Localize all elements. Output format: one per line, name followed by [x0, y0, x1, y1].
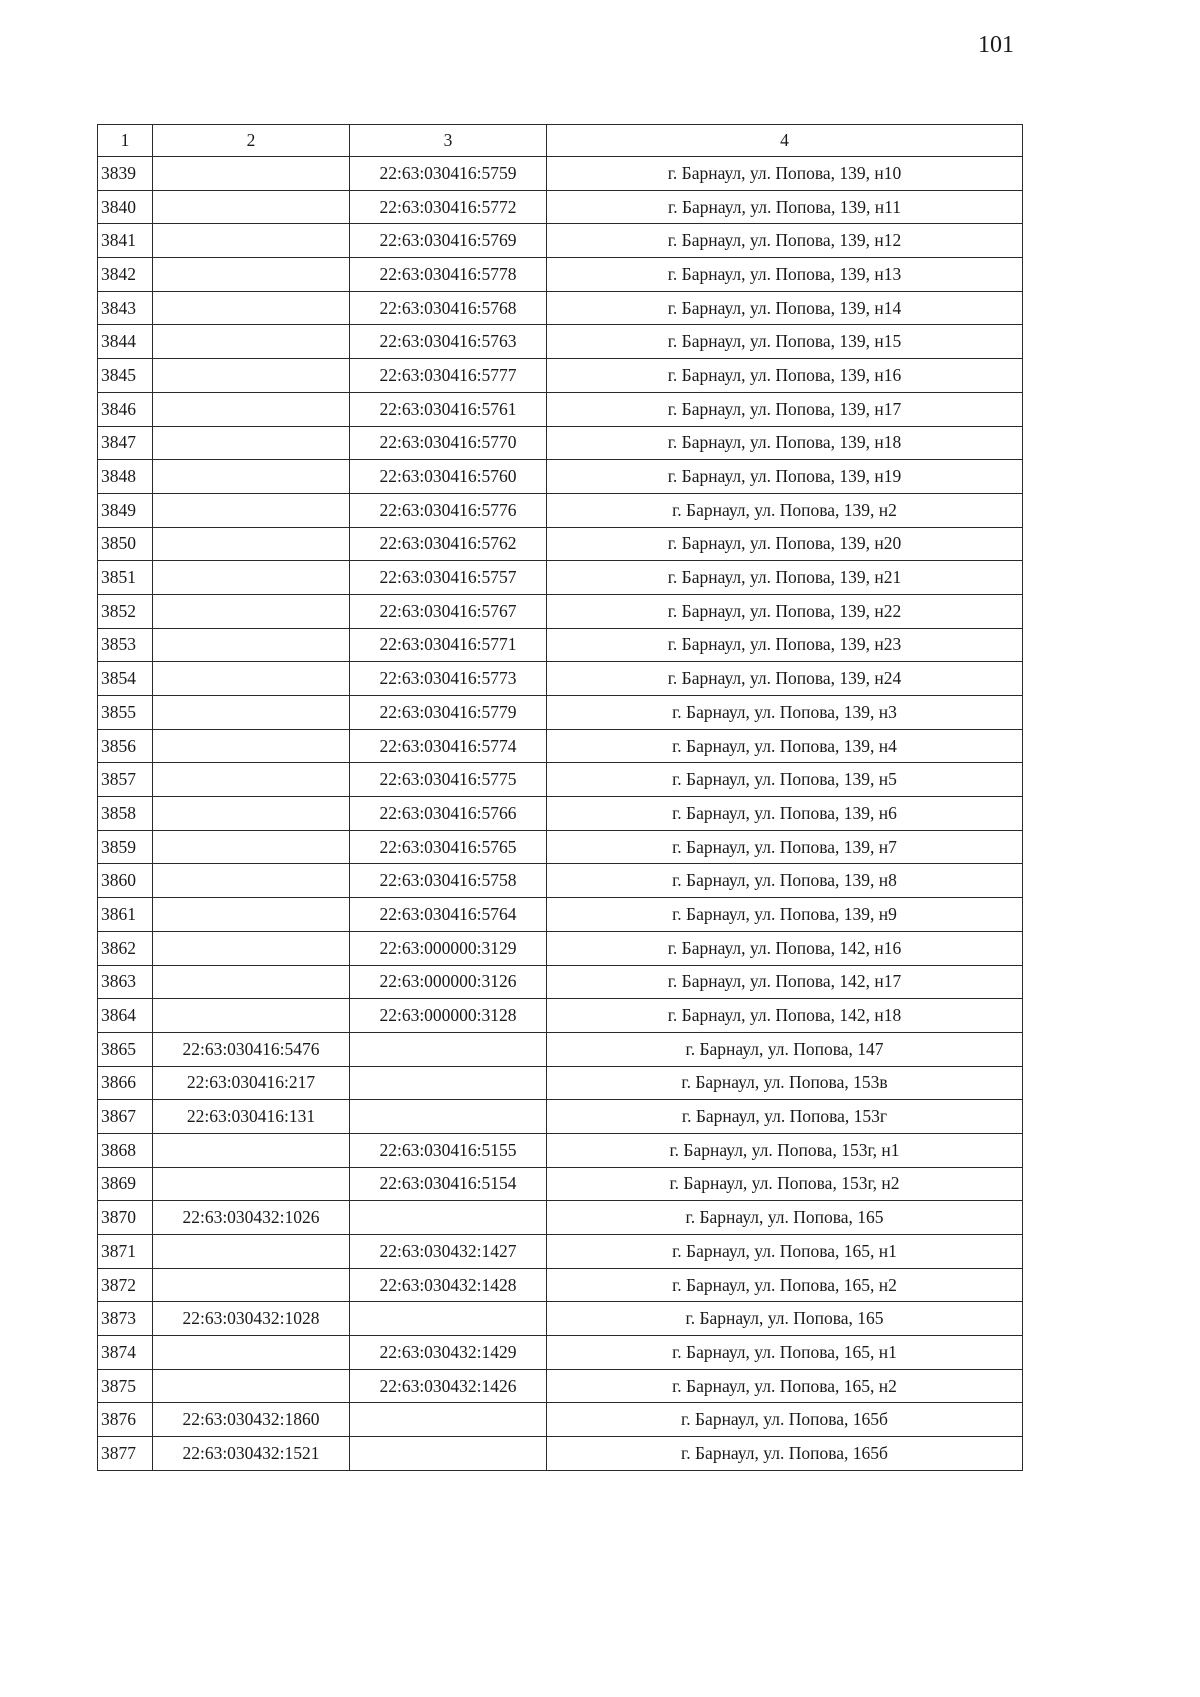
table-row [98, 898, 1023, 932]
address-cell: г. Барнаул, ул. Попова, 153г, н2 [547, 1167, 1023, 1201]
table-row [98, 797, 1023, 831]
premises-cadastral-number-cell: 22:63:030416:5777 [350, 359, 547, 393]
row-number-cell: 3861 [98, 898, 153, 932]
premises-cadastral-number-cell: 22:63:000000:3129 [350, 931, 547, 965]
land-cadastral-number-cell [153, 965, 350, 999]
address-cell: г. Барнаул, ул. Попова, 147 [547, 1032, 1023, 1066]
row-number-cell: 3853 [98, 628, 153, 662]
premises-cadastral-number-cell: 22:63:030416:5773 [350, 662, 547, 696]
column-header-2: 2 [153, 125, 350, 157]
row-number-cell: 3869 [98, 1167, 153, 1201]
row-number-cell: 3843 [98, 291, 153, 325]
premises-cadastral-number-cell: 22:63:030416:5769 [350, 224, 547, 258]
table-row [98, 999, 1023, 1033]
row-number-cell: 3875 [98, 1369, 153, 1403]
address-cell: г. Барнаул, ул. Попова, 165, н1 [547, 1235, 1023, 1269]
address-cell: г. Барнаул, ул. Попова, 142, н17 [547, 965, 1023, 999]
row-number-cell: 3844 [98, 325, 153, 359]
page-number: 101 [978, 32, 1014, 58]
premises-cadastral-number-cell: 22:63:030416:5759 [350, 157, 547, 191]
table-row [98, 224, 1023, 258]
land-cadastral-number-cell [153, 628, 350, 662]
address-cell: г. Барнаул, ул. Попова, 165, н2 [547, 1369, 1023, 1403]
row-number-cell: 3866 [98, 1066, 153, 1100]
table-row [98, 157, 1023, 191]
table-row [98, 1268, 1023, 1302]
row-number-cell: 3841 [98, 224, 153, 258]
table-row [98, 965, 1023, 999]
land-cadastral-number-cell [153, 224, 350, 258]
row-number-cell: 3858 [98, 797, 153, 831]
address-cell: г. Барнаул, ул. Попова, 139, н10 [547, 157, 1023, 191]
address-cell: г. Барнаул, ул. Попова, 139, н20 [547, 527, 1023, 561]
land-cadastral-number-cell [153, 392, 350, 426]
land-cadastral-number-cell: 22:63:030432:1860 [153, 1403, 350, 1437]
row-number-cell: 3857 [98, 763, 153, 797]
premises-cadastral-number-cell: 22:63:030416:5775 [350, 763, 547, 797]
address-cell: г. Барнаул, ул. Попова, 153г [547, 1100, 1023, 1134]
premises-cadastral-number-cell: 22:63:000000:3128 [350, 999, 547, 1033]
premises-cadastral-number-cell: 22:63:030416:5758 [350, 864, 547, 898]
table-row [98, 1437, 1023, 1471]
header-row [98, 125, 1023, 157]
land-cadastral-number-cell [153, 696, 350, 730]
address-cell: г. Барнаул, ул. Попова, 139, н19 [547, 460, 1023, 494]
row-number-cell: 3872 [98, 1268, 153, 1302]
table-row [98, 763, 1023, 797]
premises-cadastral-number-cell: 22:63:030416:5776 [350, 493, 547, 527]
premises-cadastral-number-cell [350, 1066, 547, 1100]
table-row [98, 931, 1023, 965]
premises-cadastral-number-cell: 22:63:030416:5763 [350, 325, 547, 359]
row-number-cell: 3863 [98, 965, 153, 999]
address-cell: г. Барнаул, ул. Попова, 165, н1 [547, 1336, 1023, 1370]
address-cell: г. Барнаул, ул. Попова, 139, н17 [547, 392, 1023, 426]
row-number-cell: 3839 [98, 157, 153, 191]
address-cell: г. Барнаул, ул. Попова, 139, н7 [547, 830, 1023, 864]
table-row [98, 1369, 1023, 1403]
premises-cadastral-number-cell: 22:63:030416:5778 [350, 258, 547, 292]
table-row [98, 1235, 1023, 1269]
land-cadastral-number-cell [153, 1235, 350, 1269]
land-cadastral-number-cell [153, 763, 350, 797]
premises-cadastral-number-cell: 22:63:030416:5779 [350, 696, 547, 730]
address-cell: г. Барнаул, ул. Попова, 139, н11 [547, 190, 1023, 224]
premises-cadastral-number-cell: 22:63:030416:5762 [350, 527, 547, 561]
premises-cadastral-number-cell: 22:63:030432:1428 [350, 1268, 547, 1302]
row-number-cell: 3840 [98, 190, 153, 224]
premises-cadastral-number-cell: 22:63:030416:5760 [350, 460, 547, 494]
land-cadastral-number-cell [153, 594, 350, 628]
table-row [98, 1133, 1023, 1167]
address-cell: г. Барнаул, ул. Попова, 139, н12 [547, 224, 1023, 258]
address-cell: г. Барнаул, ул. Попова, 165 [547, 1302, 1023, 1336]
table-row [98, 325, 1023, 359]
premises-cadastral-number-cell [350, 1032, 547, 1066]
land-cadastral-number-cell [153, 662, 350, 696]
land-cadastral-number-cell [153, 1369, 350, 1403]
address-cell: г. Барнаул, ул. Попова, 139, н8 [547, 864, 1023, 898]
address-cell: г. Барнаул, ул. Попова, 153г, н1 [547, 1133, 1023, 1167]
land-cadastral-number-cell [153, 460, 350, 494]
land-cadastral-number-cell: 22:63:030432:1028 [153, 1302, 350, 1336]
row-number-cell: 3877 [98, 1437, 153, 1471]
address-cell: г. Барнаул, ул. Попова, 165б [547, 1437, 1023, 1471]
land-cadastral-number-cell [153, 999, 350, 1033]
land-cadastral-number-cell [153, 190, 350, 224]
premises-cadastral-number-cell: 22:63:030416:5766 [350, 797, 547, 831]
address-cell: г. Барнаул, ул. Попова, 165б [547, 1403, 1023, 1437]
table-row [98, 1066, 1023, 1100]
premises-cadastral-number-cell [350, 1302, 547, 1336]
land-cadastral-number-cell [153, 258, 350, 292]
premises-cadastral-number-cell: 22:63:030416:5770 [350, 426, 547, 460]
row-number-cell: 3868 [98, 1133, 153, 1167]
land-cadastral-number-cell [153, 561, 350, 595]
row-number-cell: 3860 [98, 864, 153, 898]
land-cadastral-number-cell: 22:63:030416:217 [153, 1066, 350, 1100]
premises-cadastral-number-cell: 22:63:030432:1426 [350, 1369, 547, 1403]
table-row [98, 460, 1023, 494]
address-cell: г. Барнаул, ул. Попова, 139, н21 [547, 561, 1023, 595]
table-row [98, 830, 1023, 864]
table-row [98, 190, 1023, 224]
premises-cadastral-number-cell: 22:63:030416:5771 [350, 628, 547, 662]
address-cell: г. Барнаул, ул. Попова, 139, н18 [547, 426, 1023, 460]
land-cadastral-number-cell [153, 291, 350, 325]
table-row [98, 527, 1023, 561]
table-row [98, 258, 1023, 292]
table-row [98, 696, 1023, 730]
premises-cadastral-number-cell: 22:63:000000:3126 [350, 965, 547, 999]
address-cell: г. Барнаул, ул. Попова, 142, н16 [547, 931, 1023, 965]
table-row [98, 359, 1023, 393]
land-cadastral-number-cell [153, 493, 350, 527]
address-cell: г. Барнаул, ул. Попова, 139, н9 [547, 898, 1023, 932]
land-cadastral-number-cell: 22:63:030416:5476 [153, 1032, 350, 1066]
register-table [97, 124, 1023, 1471]
table-row [98, 426, 1023, 460]
row-number-cell: 3859 [98, 830, 153, 864]
premises-cadastral-number-cell: 22:63:030416:5757 [350, 561, 547, 595]
table-row [98, 1201, 1023, 1235]
row-number-cell: 3856 [98, 729, 153, 763]
address-cell: г. Барнаул, ул. Попова, 142, н18 [547, 999, 1023, 1033]
address-cell: г. Барнаул, ул. Попова, 139, н13 [547, 258, 1023, 292]
table-row [98, 1302, 1023, 1336]
table-row [98, 392, 1023, 426]
address-cell: г. Барнаул, ул. Попова, 153в [547, 1066, 1023, 1100]
address-cell: г. Барнаул, ул. Попова, 139, н14 [547, 291, 1023, 325]
premises-cadastral-number-cell: 22:63:030432:1427 [350, 1235, 547, 1269]
table-row [98, 594, 1023, 628]
land-cadastral-number-cell: 22:63:030432:1026 [153, 1201, 350, 1235]
premises-cadastral-number-cell [350, 1201, 547, 1235]
premises-cadastral-number-cell: 22:63:030416:5764 [350, 898, 547, 932]
row-number-cell: 3855 [98, 696, 153, 730]
premises-cadastral-number-cell [350, 1403, 547, 1437]
row-number-cell: 3849 [98, 493, 153, 527]
table-row [98, 1100, 1023, 1134]
row-number-cell: 3876 [98, 1403, 153, 1437]
row-number-cell: 3870 [98, 1201, 153, 1235]
land-cadastral-number-cell [153, 931, 350, 965]
table-row [98, 1167, 1023, 1201]
table-row [98, 493, 1023, 527]
premises-cadastral-number-cell: 22:63:030416:5761 [350, 392, 547, 426]
land-cadastral-number-cell [153, 830, 350, 864]
land-cadastral-number-cell [153, 359, 350, 393]
premises-cadastral-number-cell: 22:63:030416:5154 [350, 1167, 547, 1201]
land-cadastral-number-cell [153, 1167, 350, 1201]
column-header-1: 1 [98, 125, 153, 157]
row-number-cell: 3851 [98, 561, 153, 595]
row-number-cell: 3874 [98, 1336, 153, 1370]
address-cell: г. Барнаул, ул. Попова, 165 [547, 1201, 1023, 1235]
row-number-cell: 3848 [98, 460, 153, 494]
premises-cadastral-number-cell: 22:63:030416:5768 [350, 291, 547, 325]
address-cell: г. Барнаул, ул. Попова, 139, н2 [547, 493, 1023, 527]
column-header-3: 3 [350, 125, 547, 157]
address-cell: г. Барнаул, ул. Попова, 165, н2 [547, 1268, 1023, 1302]
table-row [98, 1403, 1023, 1437]
row-number-cell: 3852 [98, 594, 153, 628]
land-cadastral-number-cell [153, 797, 350, 831]
row-number-cell: 3873 [98, 1302, 153, 1336]
column-header-4: 4 [547, 125, 1023, 157]
table-row [98, 291, 1023, 325]
row-number-cell: 3865 [98, 1032, 153, 1066]
land-cadastral-number-cell [153, 426, 350, 460]
table-row [98, 662, 1023, 696]
address-cell: г. Барнаул, ул. Попова, 139, н5 [547, 763, 1023, 797]
row-number-cell: 3847 [98, 426, 153, 460]
row-number-cell: 3854 [98, 662, 153, 696]
land-cadastral-number-cell [153, 864, 350, 898]
premises-cadastral-number-cell: 22:63:030416:5774 [350, 729, 547, 763]
address-cell: г. Барнаул, ул. Попова, 139, н22 [547, 594, 1023, 628]
land-cadastral-number-cell [153, 527, 350, 561]
premises-cadastral-number-cell: 22:63:030416:5765 [350, 830, 547, 864]
land-cadastral-number-cell [153, 157, 350, 191]
land-cadastral-number-cell: 22:63:030432:1521 [153, 1437, 350, 1471]
address-cell: г. Барнаул, ул. Попова, 139, н23 [547, 628, 1023, 662]
row-number-cell: 3864 [98, 999, 153, 1033]
land-cadastral-number-cell [153, 325, 350, 359]
address-cell: г. Барнаул, ул. Попова, 139, н4 [547, 729, 1023, 763]
premises-cadastral-number-cell: 22:63:030416:5767 [350, 594, 547, 628]
row-number-cell: 3862 [98, 931, 153, 965]
table-row [98, 729, 1023, 763]
address-cell: г. Барнаул, ул. Попова, 139, н6 [547, 797, 1023, 831]
premises-cadastral-number-cell [350, 1437, 547, 1471]
address-cell: г. Барнаул, ул. Попова, 139, н24 [547, 662, 1023, 696]
land-cadastral-number-cell [153, 1133, 350, 1167]
premises-cadastral-number-cell: 22:63:030432:1429 [350, 1336, 547, 1370]
row-number-cell: 3871 [98, 1235, 153, 1269]
land-cadastral-number-cell [153, 729, 350, 763]
premises-cadastral-number-cell: 22:63:030416:5155 [350, 1133, 547, 1167]
table-header [98, 125, 1023, 157]
land-cadastral-number-cell [153, 898, 350, 932]
row-number-cell: 3867 [98, 1100, 153, 1134]
row-number-cell: 3846 [98, 392, 153, 426]
table-body [98, 157, 1023, 1471]
address-cell: г. Барнаул, ул. Попова, 139, н15 [547, 325, 1023, 359]
land-cadastral-number-cell: 22:63:030416:131 [153, 1100, 350, 1134]
row-number-cell: 3845 [98, 359, 153, 393]
address-cell: г. Барнаул, ул. Попова, 139, н16 [547, 359, 1023, 393]
land-cadastral-number-cell [153, 1268, 350, 1302]
premises-cadastral-number-cell: 22:63:030416:5772 [350, 190, 547, 224]
table-row [98, 561, 1023, 595]
table-row [98, 628, 1023, 662]
table-row [98, 864, 1023, 898]
table-row [98, 1032, 1023, 1066]
address-cell: г. Барнаул, ул. Попова, 139, н3 [547, 696, 1023, 730]
premises-cadastral-number-cell [350, 1100, 547, 1134]
land-cadastral-number-cell [153, 1336, 350, 1370]
table-row [98, 1336, 1023, 1370]
row-number-cell: 3850 [98, 527, 153, 561]
row-number-cell: 3842 [98, 258, 153, 292]
